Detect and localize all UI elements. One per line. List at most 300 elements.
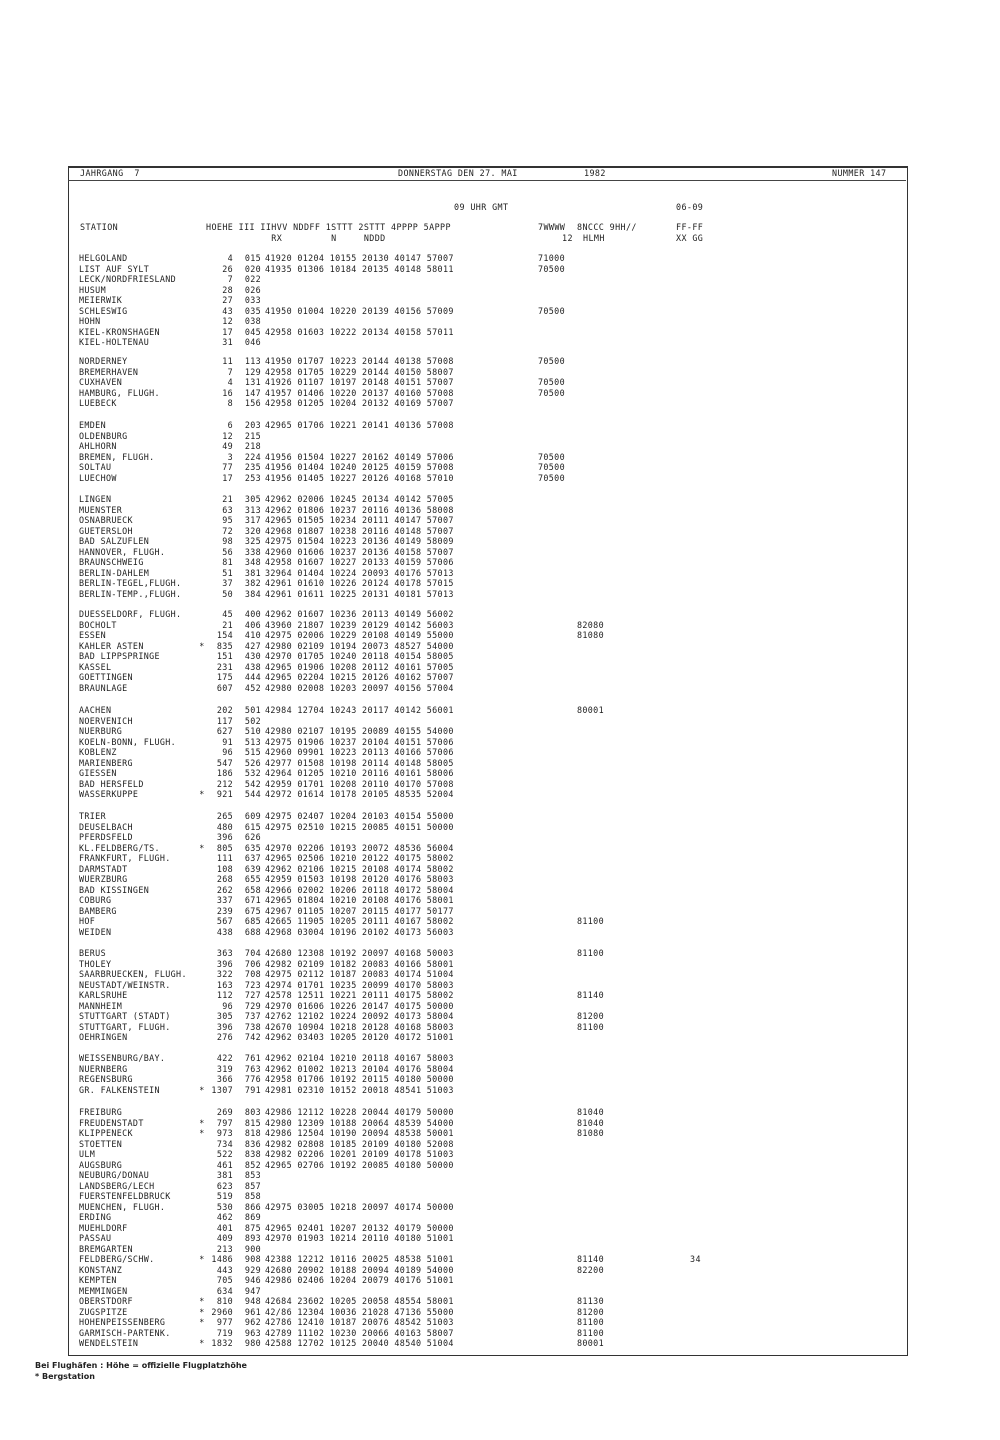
col8-group (577, 494, 627, 599)
station-name: BREMERHAVEN (79, 366, 139, 377)
col7-group (538, 1107, 578, 1349)
station-name-group (79, 420, 209, 483)
station-row (79, 494, 209, 505)
station-height: 623 (216, 1180, 233, 1191)
station-name: FREUDENSTADT (79, 1117, 144, 1128)
station-height: 45 (222, 609, 233, 619)
cloud-group: 82200 (577, 1264, 604, 1275)
station-data-row (205, 1254, 500, 1265)
station-height: 231 (216, 661, 233, 672)
station-data-row (205, 1064, 500, 1075)
col8-group (577, 948, 627, 1043)
station-number: 776 (244, 1074, 261, 1084)
station-name: FREIBURG (79, 1107, 123, 1117)
station-data-row (205, 1053, 500, 1064)
station-data-row (205, 641, 500, 652)
station-number: 320 (244, 525, 261, 536)
weather-group (538, 822, 578, 833)
weather-group (538, 1085, 578, 1096)
station-name: STOETTEN (79, 1138, 123, 1149)
synop-groups: 42958 01705 10229 20144 40150 58007 (265, 366, 454, 377)
synop-groups: 42960 09901 10223 20113 40166 57006 (265, 747, 454, 757)
station-row (79, 747, 209, 758)
synop-groups: 42962 01806 10237 20116 40136 58008 (265, 504, 454, 515)
synop-groups: 42970 01903 10214 20110 40180 51001 (265, 1233, 454, 1243)
station-data-row (205, 758, 500, 769)
weather-group (538, 768, 578, 779)
station-data-row (205, 515, 500, 526)
weather-group (538, 589, 578, 600)
cloud-group (577, 306, 627, 317)
col8-group (577, 609, 627, 693)
synop-groups: 42981 02310 10152 20018 48541 51003 (265, 1084, 454, 1095)
station-data-group (205, 609, 500, 693)
feldberg-gust-value: 34 (690, 1254, 701, 1264)
station-name: LECK/NORDFRIESLAND (79, 274, 177, 284)
weather-group (538, 651, 578, 662)
synop-groups: 42970 02206 10193 20072 48536 56004 (265, 842, 454, 853)
station-data-row (205, 494, 500, 505)
cloud-group (577, 662, 627, 673)
synop-groups: 42680 20902 10188 20094 40189 54000 (265, 1264, 454, 1275)
station-row (79, 843, 209, 854)
station-number: 962 (244, 1317, 261, 1327)
synop-groups: 42965 01804 10210 20108 40176 58001 (265, 895, 454, 905)
station-data-row (205, 274, 500, 285)
station-name: THOLEY (79, 958, 112, 969)
col7-group (538, 705, 578, 800)
station-number: 635 (244, 842, 261, 853)
synop-groups: 42982 02109 10182 20083 40166 58001 (265, 958, 454, 969)
station-number: 218 (244, 441, 261, 451)
station-data-group (205, 420, 500, 483)
station-data-row (205, 726, 500, 737)
station-data-row (205, 662, 500, 673)
station-row (79, 832, 209, 843)
station-row (79, 864, 209, 875)
cloud-group: 81140 (577, 1254, 604, 1264)
synop-groups: 41950 01004 10220 20139 40156 57009 (265, 305, 454, 316)
station-row (79, 1170, 209, 1181)
weather-group (538, 367, 578, 378)
weather-group (538, 274, 578, 285)
station-height: 11 (222, 356, 233, 366)
station-data-row (205, 822, 500, 833)
mountain-station-marker: * (199, 1128, 205, 1138)
station-data-row (205, 337, 500, 348)
time-range: 06-09 (676, 202, 704, 212)
station-number: 406 (244, 619, 261, 630)
weather-group: 70500 (538, 356, 565, 366)
station-name: NOERVENICH (79, 715, 133, 726)
station-data-row (205, 1139, 500, 1150)
station-name-group (79, 494, 209, 599)
station-data-row (205, 672, 500, 683)
station-name: KIEL-HOLTENAU (79, 337, 150, 347)
station-row (79, 758, 209, 769)
station-number: 026 (244, 284, 261, 295)
station-height: 1486 (211, 1254, 233, 1264)
station-row (79, 1223, 209, 1234)
weather-group (538, 779, 578, 790)
synop-groups: 42968 01807 10238 20116 40148 57007 (265, 525, 454, 536)
station-row (79, 316, 209, 327)
station-height: 98 (222, 536, 233, 546)
station-number: 729 (244, 1000, 261, 1011)
station-number: 704 (244, 948, 261, 958)
station-name: KLIPPENECK (79, 1128, 133, 1138)
synop-groups (261, 1170, 265, 1181)
cloud-group (577, 536, 627, 547)
station-name: BOCHOLT (79, 619, 117, 630)
station-height: 21 (222, 619, 233, 630)
cloud-group (577, 672, 627, 683)
station-row (79, 1202, 209, 1213)
station-height: 705 (216, 1275, 233, 1285)
synop-groups: 42961 01611 10225 20131 40181 57013 (265, 588, 454, 599)
station-name-group (79, 253, 209, 348)
code-column-subheader: RX N NDDD (206, 233, 386, 243)
station-number: 382 (244, 578, 261, 588)
synop-groups (261, 1244, 265, 1255)
cloud-group (577, 895, 627, 906)
synop-groups: 42670 10904 10218 20128 40168 58003 (265, 1021, 454, 1032)
cloud-group (577, 473, 627, 484)
weather-group (538, 1296, 578, 1307)
cloud-group: 81080 (577, 630, 604, 640)
station-height: 396 (216, 958, 233, 969)
cloud-group (577, 589, 627, 600)
station-number: 430 (244, 651, 261, 661)
station-number: 253 (244, 472, 261, 483)
station-data-row (205, 906, 500, 917)
station-name: LANDSBERG/LECH (79, 1180, 155, 1191)
cloud-group: 81100 (577, 1021, 604, 1032)
station-height: 50 (222, 588, 233, 599)
synop-groups: 42962 02106 10215 20108 40174 58002 (265, 863, 454, 874)
station-name: MUENSTER (79, 504, 123, 515)
cloud-group (577, 253, 627, 264)
station-number: 929 (244, 1264, 261, 1275)
station-data-row (205, 927, 500, 938)
station-data-row (205, 811, 500, 822)
synop-groups: 42958 01603 10222 20134 40158 57011 (265, 326, 454, 337)
station-height: 634 (216, 1285, 233, 1296)
station-row (79, 557, 209, 568)
synop-groups: 41957 01406 10220 20137 40160 57008 (265, 387, 454, 398)
station-data-row (205, 1170, 500, 1181)
weather-group (538, 1149, 578, 1160)
synop-groups: 42962 01002 10213 20104 40176 58004 (265, 1063, 454, 1074)
weather-group (538, 526, 578, 537)
synop-groups: 42967 01105 10207 20115 40177 50177 (265, 905, 454, 916)
station-row (79, 1286, 209, 1297)
weather-group (538, 1191, 578, 1202)
station-data-row (205, 1212, 500, 1223)
station-number: 639 (244, 863, 261, 874)
station-height: 31 (222, 337, 233, 347)
cloud-group (577, 1275, 627, 1286)
station-data-row (205, 1128, 500, 1139)
synop-groups: 42965 02506 10210 20122 40175 58002 (265, 853, 454, 863)
station-number: 526 (244, 757, 261, 768)
station-name: MUEHLDORF (79, 1222, 128, 1233)
station-number: 671 (244, 895, 261, 905)
station-height: 547 (216, 757, 233, 768)
station-row (79, 662, 209, 673)
station-row (79, 906, 209, 917)
synop-groups: 42984 12704 10243 20117 40142 56001 (265, 705, 454, 715)
station-row (79, 726, 209, 737)
station-name: FRANKFURT, FLUGH. (79, 853, 171, 863)
station-name: AACHEN (79, 705, 112, 715)
cloud-group (577, 1286, 627, 1297)
weather-group (538, 948, 578, 959)
col8-group (577, 253, 627, 348)
cloud-group (577, 316, 627, 327)
station-name: HANNOVER, FLUGH. (79, 546, 166, 557)
station-name: GIESSEN (79, 768, 117, 778)
col7-group (538, 609, 578, 693)
station-height: 154 (216, 630, 233, 640)
station-row (79, 1317, 209, 1328)
station-height: 409 (216, 1233, 233, 1243)
station-data-row (205, 1328, 500, 1339)
station-number: 738 (244, 1021, 261, 1032)
station-height: 186 (216, 768, 233, 778)
cloud-group (577, 505, 627, 516)
station-name-group (79, 705, 209, 800)
station-row (79, 536, 209, 547)
synop-groups: 42975 02112 10187 20083 40174 51004 (265, 969, 454, 979)
station-row (79, 306, 209, 317)
col7-header: 7WWWW (538, 222, 566, 232)
station-data-group (205, 948, 500, 1043)
station-height: 977 (216, 1317, 233, 1327)
synop-groups: 42964 01205 10210 20116 40161 58006 (265, 768, 454, 778)
station-row (79, 327, 209, 338)
station-row (79, 969, 209, 980)
station-height: 108 (216, 863, 233, 874)
station-number: 510 (244, 726, 261, 736)
station-height: 797 (216, 1117, 233, 1128)
synop-groups: 42789 11102 10230 20066 40163 58007 (265, 1327, 454, 1338)
station-row (79, 1254, 209, 1265)
footnote-airports: Bei Flughäfen : Höhe = offizielle Flugplatzhöhe (35, 1361, 247, 1370)
station-height: 175 (216, 672, 233, 682)
station-name: WENDELSTEIN (79, 1338, 139, 1348)
station-number: 033 (244, 295, 261, 305)
mountain-station-marker: * (199, 1117, 205, 1128)
weather-group (538, 662, 578, 673)
station-data-row (205, 505, 500, 516)
cloud-group: 81130 (577, 1296, 604, 1306)
weather-group (538, 864, 578, 875)
synop-groups: 42965 01706 10221 20141 40136 57008 (265, 420, 454, 430)
cloud-group (577, 1149, 627, 1160)
station-row (79, 1139, 209, 1150)
station-height: 480 (216, 821, 233, 832)
station-row (79, 789, 209, 800)
station-name-group (79, 811, 209, 937)
station-row (79, 1107, 209, 1118)
station-name: OSNABRUECK (79, 515, 133, 525)
mountain-station-marker: * (199, 1296, 205, 1306)
station-data-row (205, 948, 500, 959)
weather-group (538, 1202, 578, 1213)
weather-group (538, 789, 578, 800)
cloud-group (577, 557, 627, 568)
station-height: 49 (222, 441, 233, 451)
cloud-group (577, 768, 627, 779)
station-name: NORDERNEY (79, 356, 128, 366)
year-label: 1982 (584, 168, 606, 178)
cloud-group (577, 609, 627, 620)
col7-group (538, 356, 578, 409)
station-name: BAD SALZUFLEN (79, 536, 150, 546)
station-row (79, 885, 209, 896)
synop-groups (261, 274, 265, 285)
station-height: 719 (216, 1327, 233, 1338)
station-row (79, 337, 209, 348)
station-data-row (205, 441, 500, 452)
station-data-row (205, 295, 500, 306)
station-number: 858 (244, 1191, 261, 1201)
weather-group (538, 843, 578, 854)
weather-group (538, 630, 578, 641)
station-row (79, 1275, 209, 1286)
station-number: 615 (244, 821, 261, 832)
station-number: 438 (244, 661, 261, 672)
synop-groups: 42977 01508 10198 20114 40148 58005 (265, 757, 454, 768)
synop-groups: 42959 01503 10198 20120 40176 58003 (265, 874, 454, 884)
station-name: BAMBERG (79, 905, 117, 916)
station-data-row (205, 1022, 500, 1033)
station-height: 265 (216, 811, 233, 821)
col8-group (577, 1107, 627, 1349)
station-data-row (205, 1223, 500, 1234)
station-row (79, 388, 209, 399)
station-row (79, 431, 209, 442)
station-number: 313 (244, 504, 261, 515)
station-row (79, 980, 209, 991)
cloud-group (577, 578, 627, 589)
station-row (79, 1064, 209, 1075)
station-name: BREMEN, FLUGH. (79, 451, 155, 462)
cloud-group (577, 758, 627, 769)
station-row (79, 705, 209, 716)
station-height: 381 (216, 1170, 233, 1180)
station-name: LIST AUF SYLT (79, 263, 150, 274)
weather-group (538, 420, 578, 431)
station-height: 567 (216, 916, 233, 926)
weather-group (538, 853, 578, 864)
station-name-group (79, 356, 209, 409)
weather-group (538, 1338, 578, 1349)
weather-group (538, 672, 578, 683)
weather-group (538, 726, 578, 737)
col7-subheader: 12 (562, 233, 573, 243)
weather-group (538, 969, 578, 980)
station-name: NUERBURG (79, 726, 123, 736)
weather-group (538, 1011, 578, 1022)
station-row (79, 589, 209, 600)
synop-groups: 42960 01606 10237 20136 40158 57007 (265, 546, 454, 557)
station-row (79, 651, 209, 662)
station-name: FELDBERG/SCHW. (79, 1254, 155, 1264)
cloud-group (577, 927, 627, 938)
station-number: 900 (244, 1243, 261, 1254)
cloud-group: 81040 (577, 1107, 604, 1117)
cloud-group (577, 420, 627, 431)
station-name: WASSERKUPPE (79, 789, 139, 799)
station-row (79, 1001, 209, 1012)
station-row (79, 377, 209, 388)
weather-group (538, 568, 578, 579)
weather-group (538, 295, 578, 306)
station-height: 95 (222, 515, 233, 525)
station-height: 262 (216, 884, 233, 895)
cloud-group (577, 547, 627, 558)
weather-group (538, 1181, 578, 1192)
synop-groups: 42665 11905 10205 20111 40167 58002 (265, 916, 454, 926)
station-number: 742 (244, 1032, 261, 1042)
station-row (79, 473, 209, 484)
station-height: 366 (216, 1074, 233, 1084)
station-data-group (205, 1107, 500, 1349)
station-data-row (205, 843, 500, 854)
weather-group (538, 1118, 578, 1129)
station-row (79, 779, 209, 790)
weather-group (538, 641, 578, 652)
station-name: BAD LIPPSPRINGE (79, 651, 160, 661)
cloud-group (577, 1191, 627, 1202)
synop-groups: 42975 03005 10218 20097 40174 50000 (265, 1201, 454, 1212)
synop-groups: 42970 01606 10226 20147 40175 50000 (265, 1000, 454, 1011)
cloud-group (577, 337, 627, 348)
station-row (79, 1307, 209, 1318)
station-height: 81 (222, 557, 233, 567)
synop-groups: 42684 23602 10205 20058 48554 58001 (265, 1296, 454, 1306)
station-number: 156 (244, 398, 261, 408)
station-number: 706 (244, 958, 261, 969)
weather-group (538, 337, 578, 348)
station-row (79, 274, 209, 285)
station-row (79, 1149, 209, 1160)
station-data-row (205, 589, 500, 600)
synop-groups: 42962 01607 10236 20113 40149 56002 (265, 609, 454, 619)
station-name-group (79, 1053, 209, 1095)
station-row (79, 1265, 209, 1276)
mountain-station-marker: * (199, 1084, 205, 1095)
station-height: 27 (222, 295, 233, 305)
station-name: GUETERSLOH (79, 525, 133, 536)
station-height: 4 (227, 377, 233, 387)
cloud-group (577, 1160, 627, 1171)
station-number: 853 (244, 1170, 261, 1180)
cloud-group (577, 641, 627, 652)
station-number: 410 (244, 630, 261, 640)
weather-group (538, 1317, 578, 1328)
station-data-row (205, 1181, 500, 1192)
cloud-group (577, 515, 627, 526)
station-height: 1307 (211, 1084, 233, 1095)
cloud-group (577, 1053, 627, 1064)
synop-groups: 42986 12504 10190 20094 48538 50001 (265, 1128, 454, 1138)
station-name: BAD HERSFELD (79, 778, 144, 789)
station-number: 761 (244, 1053, 261, 1063)
synop-groups (261, 1212, 265, 1223)
